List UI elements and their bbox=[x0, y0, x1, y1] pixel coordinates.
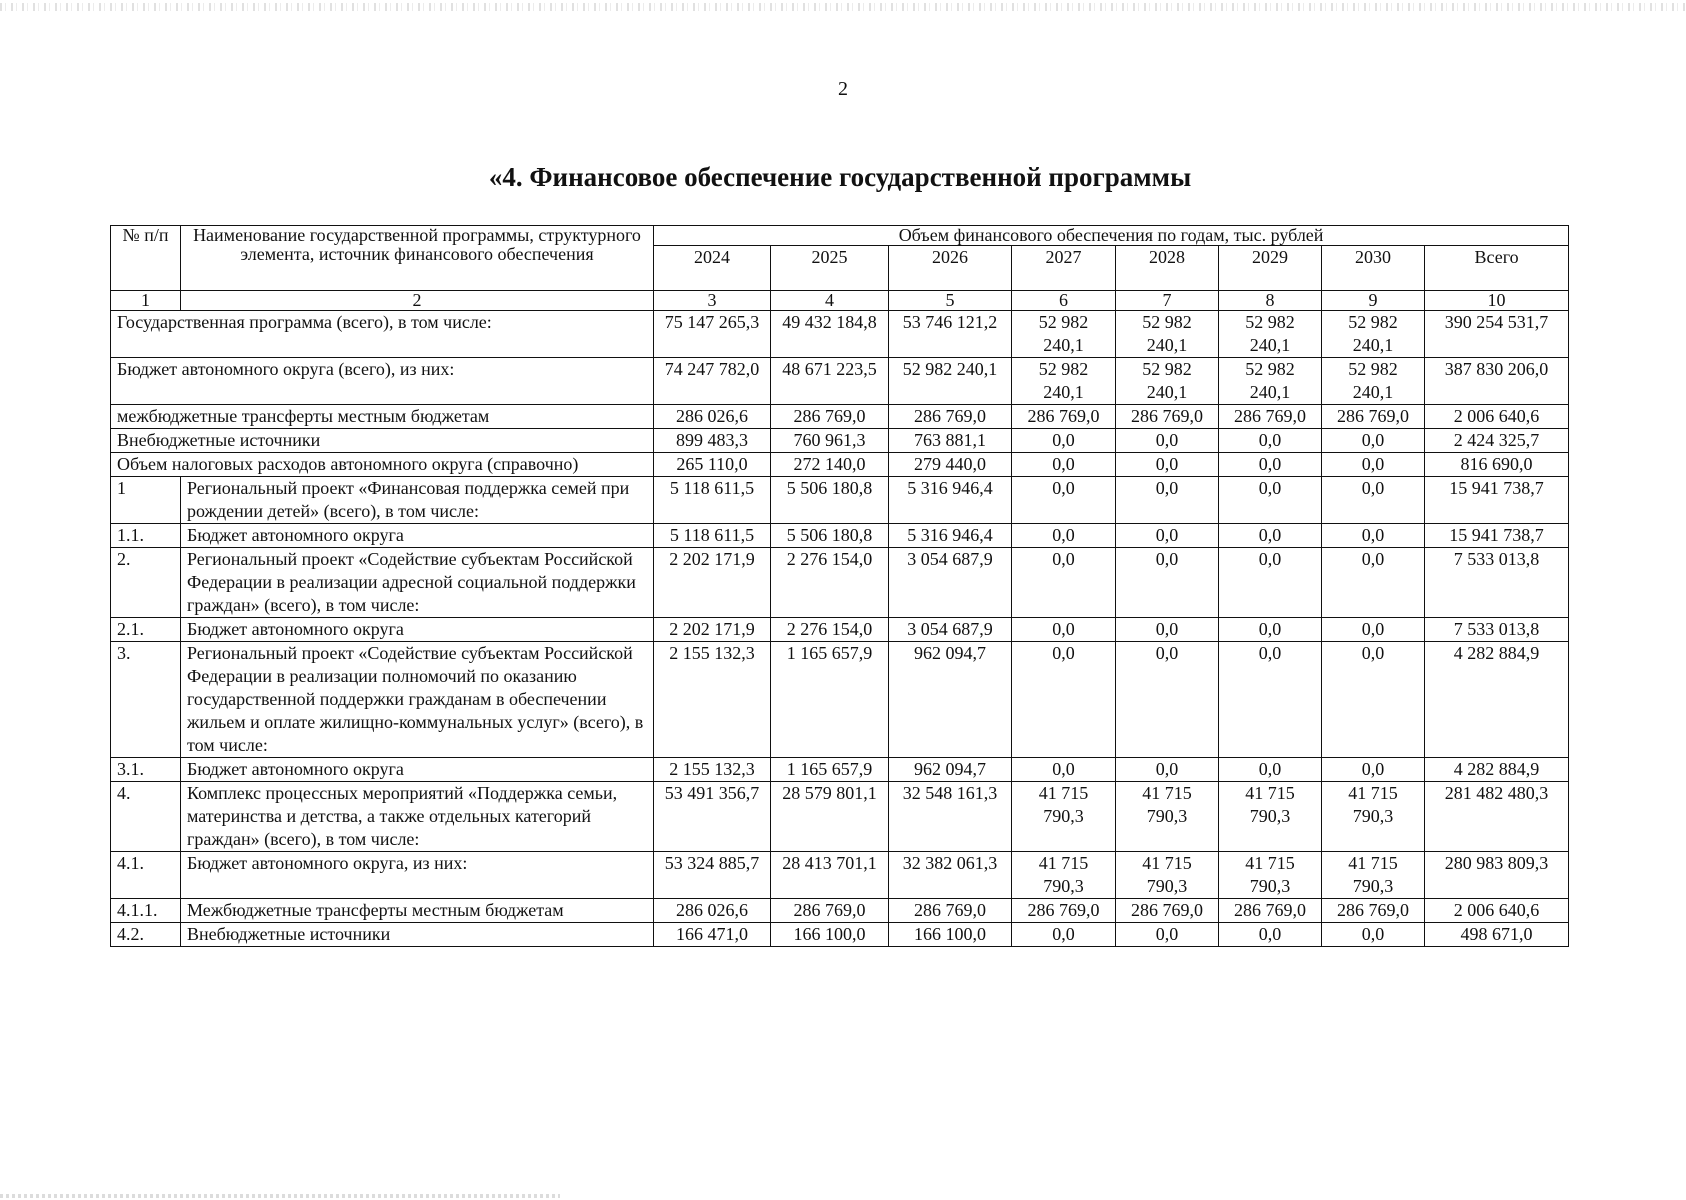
value-cell: 0,0 bbox=[1012, 642, 1116, 758]
index-row bbox=[111, 291, 1569, 311]
index-cell: 5 bbox=[889, 291, 1012, 311]
summary-row bbox=[111, 453, 1569, 477]
total-cell: 15 941 738,7 bbox=[1425, 524, 1569, 548]
summary-row-name: Объем налоговых расходов автономного округа (справочно) bbox=[111, 453, 654, 477]
value-cell: 0,0 bbox=[1012, 923, 1116, 947]
value-cell: 286 769,0 bbox=[1219, 405, 1322, 429]
value-cell: 0,0 bbox=[1322, 548, 1425, 618]
value-cell: 52 982 240,1 bbox=[1012, 358, 1116, 405]
row-name: Межбюджетные трансферты местным бюджетам bbox=[181, 899, 654, 923]
row-name: Региональный проект «Содействие субъектам Российской Федерации в реализации полномочий по оказанию государственной поддержки гражданам в обеспечении жильем и оплате жилищно-коммунальных услуг» (всего), в том числе: bbox=[181, 642, 654, 758]
value-cell: 2 155 132,3 bbox=[654, 758, 771, 782]
index-cell: 10 bbox=[1425, 291, 1569, 311]
table-row bbox=[111, 477, 1569, 524]
value-cell: 286 769,0 bbox=[771, 899, 889, 923]
total-cell: 281 482 480,3 bbox=[1425, 782, 1569, 852]
header-total: Всего bbox=[1425, 246, 1569, 291]
row-name: Региональный проект «Содействие субъектам Российской Федерации в реализации адресной социальной поддержки граждан» (всего), в том числе: bbox=[181, 548, 654, 618]
value-cell: 0,0 bbox=[1219, 477, 1322, 524]
row-name: Бюджет автономного округа bbox=[181, 618, 654, 642]
value-cell: 53 324 885,7 bbox=[654, 852, 771, 899]
row-number: 3. bbox=[111, 642, 181, 758]
value-cell: 0,0 bbox=[1116, 524, 1219, 548]
value-cell: 52 982 240,1 bbox=[1116, 311, 1219, 358]
value-cell: 0,0 bbox=[1116, 548, 1219, 618]
value-cell: 0,0 bbox=[1012, 429, 1116, 453]
table-row bbox=[111, 852, 1569, 899]
value-cell: 52 982 240,1 bbox=[1012, 311, 1116, 358]
table-row bbox=[111, 548, 1569, 618]
table-row bbox=[111, 923, 1569, 947]
summary-row-name: Внебюджетные источники bbox=[111, 429, 654, 453]
value-cell: 0,0 bbox=[1322, 453, 1425, 477]
header-col-name: Наименование государственной программы, структурного элемента, источник финансового обеспечения bbox=[181, 226, 654, 291]
table-row bbox=[111, 524, 1569, 548]
header-year: 2024 bbox=[654, 246, 771, 291]
summary-row bbox=[111, 311, 1569, 358]
value-cell: 0,0 bbox=[1012, 524, 1116, 548]
table-row bbox=[111, 899, 1569, 923]
value-cell: 286 769,0 bbox=[1012, 405, 1116, 429]
row-name: Внебюджетные источники bbox=[181, 923, 654, 947]
total-cell: 2 006 640,6 bbox=[1425, 405, 1569, 429]
header-year: 2027 bbox=[1012, 246, 1116, 291]
value-cell: 286 769,0 bbox=[889, 405, 1012, 429]
value-cell: 265 110,0 bbox=[654, 453, 771, 477]
index-cell: 2 bbox=[181, 291, 654, 311]
value-cell: 5 118 611,5 bbox=[654, 477, 771, 524]
value-cell: 0,0 bbox=[1322, 618, 1425, 642]
total-cell: 7 533 013,8 bbox=[1425, 618, 1569, 642]
row-name: Комплекс процессных мероприятий «Поддержка семьи, материнства и детства, а также отдельных категорий граждан» (всего), в том числе: bbox=[181, 782, 654, 852]
total-cell: 390 254 531,7 bbox=[1425, 311, 1569, 358]
value-cell: 48 671 223,5 bbox=[771, 358, 889, 405]
value-cell: 166 471,0 bbox=[654, 923, 771, 947]
value-cell: 286 769,0 bbox=[1322, 405, 1425, 429]
value-cell: 0,0 bbox=[1012, 548, 1116, 618]
header-year: 2029 bbox=[1219, 246, 1322, 291]
summary-row-name: межбюджетные трансферты местным бюджетам bbox=[111, 405, 654, 429]
value-cell: 0,0 bbox=[1116, 642, 1219, 758]
value-cell: 41 715 790,3 bbox=[1219, 852, 1322, 899]
value-cell: 41 715 790,3 bbox=[1012, 782, 1116, 852]
value-cell: 0,0 bbox=[1219, 548, 1322, 618]
header-year: 2026 bbox=[889, 246, 1012, 291]
index-cell: 3 bbox=[654, 291, 771, 311]
header-year: 2028 bbox=[1116, 246, 1219, 291]
value-cell: 5 506 180,8 bbox=[771, 524, 889, 548]
value-cell: 0,0 bbox=[1322, 642, 1425, 758]
value-cell: 962 094,7 bbox=[889, 642, 1012, 758]
row-number: 4.1. bbox=[111, 852, 181, 899]
value-cell: 0,0 bbox=[1322, 758, 1425, 782]
value-cell: 5 316 946,4 bbox=[889, 524, 1012, 548]
value-cell: 5 506 180,8 bbox=[771, 477, 889, 524]
value-cell: 272 140,0 bbox=[771, 453, 889, 477]
total-cell: 2 006 640,6 bbox=[1425, 899, 1569, 923]
value-cell: 52 982 240,1 bbox=[1219, 358, 1322, 405]
value-cell: 41 715 790,3 bbox=[1322, 852, 1425, 899]
value-cell: 53 491 356,7 bbox=[654, 782, 771, 852]
financing-table bbox=[110, 225, 1569, 947]
total-cell: 15 941 738,7 bbox=[1425, 477, 1569, 524]
value-cell: 0,0 bbox=[1219, 429, 1322, 453]
value-cell: 41 715 790,3 bbox=[1012, 852, 1116, 899]
value-cell: 286 769,0 bbox=[1116, 899, 1219, 923]
row-name: Бюджет автономного округа, из них: bbox=[181, 852, 654, 899]
table-row bbox=[111, 758, 1569, 782]
value-cell: 166 100,0 bbox=[771, 923, 889, 947]
value-cell: 53 746 121,2 bbox=[889, 311, 1012, 358]
value-cell: 2 202 171,9 bbox=[654, 548, 771, 618]
value-cell: 286 769,0 bbox=[771, 405, 889, 429]
value-cell: 0,0 bbox=[1116, 923, 1219, 947]
header-col-group: Объем финансового обеспечения по годам, тыс. рублей bbox=[654, 226, 1569, 246]
value-cell: 0,0 bbox=[1012, 477, 1116, 524]
value-cell: 0,0 bbox=[1219, 618, 1322, 642]
value-cell: 1 165 657,9 bbox=[771, 642, 889, 758]
value-cell: 2 276 154,0 bbox=[771, 618, 889, 642]
row-number: 4.2. bbox=[111, 923, 181, 947]
value-cell: 41 715 790,3 bbox=[1322, 782, 1425, 852]
value-cell: 0,0 bbox=[1116, 618, 1219, 642]
value-cell: 32 382 061,3 bbox=[889, 852, 1012, 899]
value-cell: 52 982 240,1 bbox=[1219, 311, 1322, 358]
row-number: 2.1. bbox=[111, 618, 181, 642]
value-cell: 0,0 bbox=[1322, 524, 1425, 548]
total-cell: 4 282 884,9 bbox=[1425, 642, 1569, 758]
total-cell: 280 983 809,3 bbox=[1425, 852, 1569, 899]
index-cell: 1 bbox=[111, 291, 181, 311]
value-cell: 0,0 bbox=[1219, 642, 1322, 758]
scan-artifact-top bbox=[0, 3, 1686, 11]
value-cell: 1 165 657,9 bbox=[771, 758, 889, 782]
value-cell: 0,0 bbox=[1012, 618, 1116, 642]
value-cell: 899 483,3 bbox=[654, 429, 771, 453]
value-cell: 28 579 801,1 bbox=[771, 782, 889, 852]
value-cell: 286 769,0 bbox=[889, 899, 1012, 923]
table-row bbox=[111, 782, 1569, 852]
row-number: 1.1. bbox=[111, 524, 181, 548]
value-cell: 286 769,0 bbox=[1116, 405, 1219, 429]
value-cell: 0,0 bbox=[1116, 453, 1219, 477]
summary-row-name: Государственная программа (всего), в том числе: bbox=[111, 311, 654, 358]
value-cell: 41 715 790,3 bbox=[1219, 782, 1322, 852]
total-cell: 498 671,0 bbox=[1425, 923, 1569, 947]
value-cell: 3 054 687,9 bbox=[889, 618, 1012, 642]
value-cell: 32 548 161,3 bbox=[889, 782, 1012, 852]
summary-row bbox=[111, 405, 1569, 429]
index-cell: 6 bbox=[1012, 291, 1116, 311]
table-row bbox=[111, 618, 1569, 642]
index-cell: 4 bbox=[771, 291, 889, 311]
value-cell: 52 982 240,1 bbox=[1322, 311, 1425, 358]
value-cell: 166 100,0 bbox=[889, 923, 1012, 947]
value-cell: 0,0 bbox=[1116, 758, 1219, 782]
value-cell: 286 769,0 bbox=[1012, 899, 1116, 923]
value-cell: 286 769,0 bbox=[1322, 899, 1425, 923]
value-cell: 0,0 bbox=[1219, 524, 1322, 548]
row-number: 3.1. bbox=[111, 758, 181, 782]
row-number: 4. bbox=[111, 782, 181, 852]
value-cell: 279 440,0 bbox=[889, 453, 1012, 477]
row-number: 2. bbox=[111, 548, 181, 618]
value-cell: 74 247 782,0 bbox=[654, 358, 771, 405]
index-cell: 9 bbox=[1322, 291, 1425, 311]
total-cell: 7 533 013,8 bbox=[1425, 548, 1569, 618]
value-cell: 2 202 171,9 bbox=[654, 618, 771, 642]
summary-row bbox=[111, 358, 1569, 405]
value-cell: 75 147 265,3 bbox=[654, 311, 771, 358]
value-cell: 28 413 701,1 bbox=[771, 852, 889, 899]
value-cell: 763 881,1 bbox=[889, 429, 1012, 453]
value-cell: 52 982 240,1 bbox=[1322, 358, 1425, 405]
value-cell: 0,0 bbox=[1012, 453, 1116, 477]
value-cell: 0,0 bbox=[1322, 429, 1425, 453]
table-row bbox=[111, 642, 1569, 758]
value-cell: 0,0 bbox=[1219, 923, 1322, 947]
value-cell: 52 982 240,1 bbox=[1116, 358, 1219, 405]
row-name: Бюджет автономного округа bbox=[181, 758, 654, 782]
value-cell: 5 316 946,4 bbox=[889, 477, 1012, 524]
value-cell: 760 961,3 bbox=[771, 429, 889, 453]
value-cell: 3 054 687,9 bbox=[889, 548, 1012, 618]
value-cell: 962 094,7 bbox=[889, 758, 1012, 782]
summary-row-name: Бюджет автономного округа (всего), из них: bbox=[111, 358, 654, 405]
value-cell: 286 026,6 bbox=[654, 405, 771, 429]
total-cell: 4 282 884,9 bbox=[1425, 758, 1569, 782]
value-cell: 0,0 bbox=[1322, 923, 1425, 947]
value-cell: 0,0 bbox=[1219, 758, 1322, 782]
header-col-num: № п/п bbox=[111, 226, 181, 291]
value-cell: 52 982 240,1 bbox=[889, 358, 1012, 405]
row-name: Бюджет автономного округа bbox=[181, 524, 654, 548]
header-row bbox=[111, 226, 1569, 246]
value-cell: 41 715 790,3 bbox=[1116, 852, 1219, 899]
header-year: 2025 bbox=[771, 246, 889, 291]
value-cell: 2 155 132,3 bbox=[654, 642, 771, 758]
value-cell: 41 715 790,3 bbox=[1116, 782, 1219, 852]
row-name: Региональный проект «Финансовая поддержка семей при рождении детей» (всего), в том числе: bbox=[181, 477, 654, 524]
summary-row bbox=[111, 429, 1569, 453]
value-cell: 49 432 184,8 bbox=[771, 311, 889, 358]
value-cell: 0,0 bbox=[1116, 477, 1219, 524]
value-cell: 286 026,6 bbox=[654, 899, 771, 923]
row-number: 1 bbox=[111, 477, 181, 524]
scan-artifact-bottom bbox=[0, 1194, 560, 1198]
index-cell: 8 bbox=[1219, 291, 1322, 311]
total-cell: 387 830 206,0 bbox=[1425, 358, 1569, 405]
document-title: «4. Финансовое обеспечение государственной программы bbox=[488, 162, 1192, 192]
total-cell: 2 424 325,7 bbox=[1425, 429, 1569, 453]
value-cell: 286 769,0 bbox=[1219, 899, 1322, 923]
value-cell: 5 118 611,5 bbox=[654, 524, 771, 548]
index-cell: 7 bbox=[1116, 291, 1219, 311]
value-cell: 0,0 bbox=[1322, 477, 1425, 524]
value-cell: 0,0 bbox=[1012, 758, 1116, 782]
value-cell: 0,0 bbox=[1219, 453, 1322, 477]
value-cell: 2 276 154,0 bbox=[771, 548, 889, 618]
total-cell: 816 690,0 bbox=[1425, 453, 1569, 477]
value-cell: 0,0 bbox=[1116, 429, 1219, 453]
header-year: 2030 bbox=[1322, 246, 1425, 291]
page-number: 2 bbox=[838, 78, 848, 100]
row-number: 4.1.1. bbox=[111, 899, 181, 923]
